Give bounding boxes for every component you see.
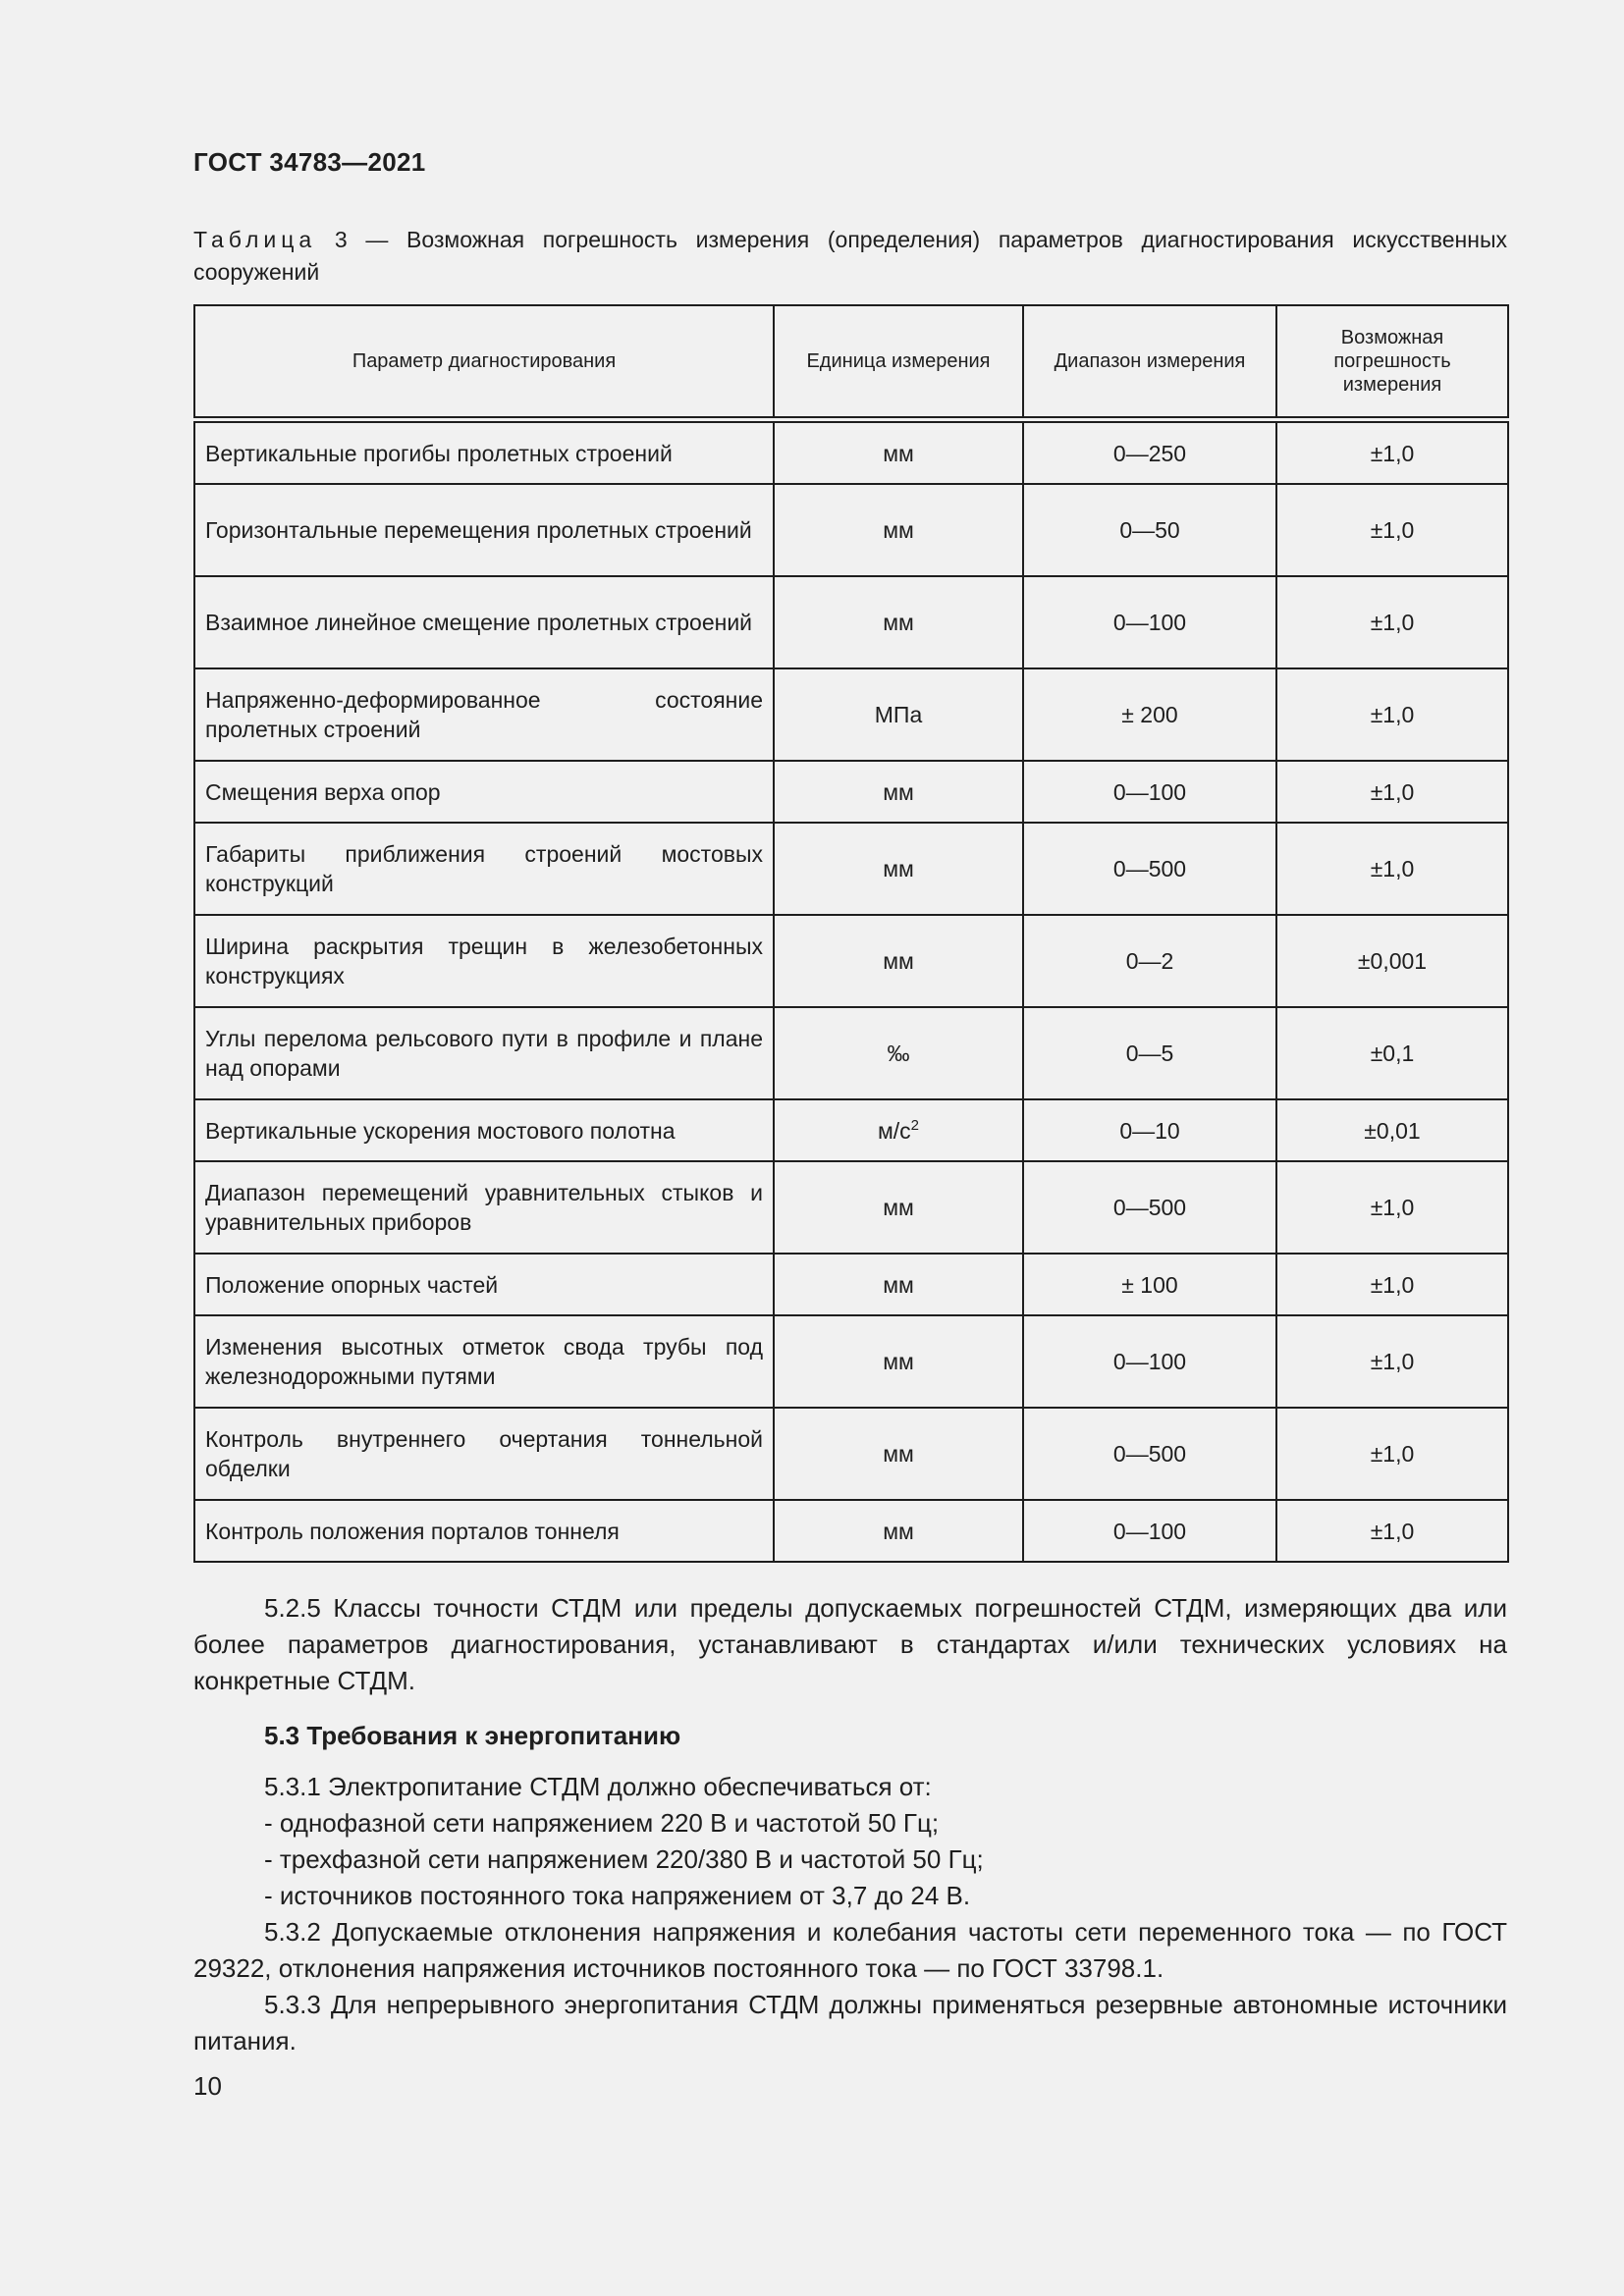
- cell-range: 0—5: [1023, 1007, 1276, 1099]
- cell-param: Контроль положения порталов тоннеля: [194, 1500, 774, 1562]
- cell-range: 0—100: [1023, 1500, 1276, 1562]
- diagnostic-parameters-table: [193, 304, 1509, 1563]
- table-row: [194, 1161, 1508, 1254]
- cell-unit: мм: [774, 915, 1023, 1007]
- table-row: [194, 761, 1508, 823]
- cell-unit: мм: [774, 1254, 1023, 1315]
- page-number: 10: [193, 2071, 222, 2101]
- cell-param: Контроль внутреннего очертания тоннельной обделки: [194, 1408, 774, 1500]
- header-unit: Единица измерения: [774, 305, 1023, 420]
- cell-range: 0—50: [1023, 484, 1276, 576]
- table-row: [194, 1408, 1508, 1500]
- cell-error: ±1,0: [1276, 420, 1508, 485]
- cell-error: ±1,0: [1276, 823, 1508, 915]
- cell-unit: мм: [774, 823, 1023, 915]
- paragraph-5-3-1: 5.3.1 Электропитание СТДМ должно обеспечиваться от:: [264, 1772, 932, 1801]
- cell-param: Ширина раскрытия трещин в железобетонных конструкциях: [194, 915, 774, 1007]
- cell-param: Вертикальные ускорения мостового полотна: [194, 1099, 774, 1161]
- cell-error: ±1,0: [1276, 1500, 1508, 1562]
- cell-unit: мм: [774, 1161, 1023, 1254]
- cell-error: ±1,0: [1276, 1161, 1508, 1254]
- cell-param: Положение опорных частей: [194, 1254, 774, 1315]
- cell-range: ± 200: [1023, 668, 1276, 761]
- header-error: Возможная погрешность измерения: [1276, 305, 1508, 420]
- table-row: [194, 1099, 1508, 1161]
- cell-range: 0—10: [1023, 1099, 1276, 1161]
- header-range: Диапазон измерения: [1023, 305, 1276, 420]
- cell-range: 0—250: [1023, 420, 1276, 485]
- document-header: ГОСТ 34783—2021: [193, 147, 426, 177]
- cell-range: 0—500: [1023, 1408, 1276, 1500]
- cell-range: 0—100: [1023, 1315, 1276, 1408]
- list-item: - однофазной сети напряжением 220 В и частотой 50 Гц;: [264, 1808, 940, 1838]
- cell-param: Взаимное линейное смещение пролетных строений: [194, 576, 774, 668]
- cell-unit: мм: [774, 484, 1023, 576]
- cell-error: ±0,001: [1276, 915, 1508, 1007]
- table-row: [194, 1254, 1508, 1315]
- table-row: [194, 823, 1508, 915]
- cell-error: ±0,1: [1276, 1007, 1508, 1099]
- cell-range: 0—2: [1023, 915, 1276, 1007]
- cell-error: ±1,0: [1276, 576, 1508, 668]
- cell-range: 0—500: [1023, 823, 1276, 915]
- cell-error: ±1,0: [1276, 761, 1508, 823]
- cell-unit: ‰: [774, 1007, 1023, 1099]
- table-row: [194, 1500, 1508, 1562]
- cell-unit: мм: [774, 1500, 1023, 1562]
- cell-unit: [774, 1099, 1023, 1161]
- header-parameter: Параметр диагностирования: [194, 305, 774, 420]
- cell-param: Напряженно-деформированное состояние пролетных строений: [194, 668, 774, 761]
- cell-range: 0—100: [1023, 761, 1276, 823]
- table-row: [194, 1315, 1508, 1408]
- paragraph-5-3-3: 5.3.3 Для непрерывного энергопитания СТДМ должны применяться резервные автономные источники питания.: [193, 1990, 1507, 2056]
- paragraph-5-3-2: 5.3.2 Допускаемые отклонения напряжения и колебания частоты сети переменного тока — по ГОСТ 29322, отклонения напряжения источников постоянного тока — по ГОСТ 33798.1.: [193, 1917, 1507, 1983]
- table-row: [194, 576, 1508, 668]
- cell-unit: мм: [774, 576, 1023, 668]
- paragraph-5-2-5: 5.2.5 Классы точности СТДМ или пределы допускаемых погрешностей СТДМ, измеряющих два или более параметров диагностирования, устанавливают в стандартах и/или технических условиях на конкретные СТДМ.: [193, 1593, 1507, 1695]
- cell-param: Смещения верха опор: [194, 761, 774, 823]
- body-text: [193, 1590, 1507, 2059]
- cell-range: 0—100: [1023, 576, 1276, 668]
- cell-range: 0—500: [1023, 1161, 1276, 1254]
- unit-base: м/с: [877, 1117, 911, 1144]
- cell-error: ±0,01: [1276, 1099, 1508, 1161]
- unit-exponent: 2: [910, 1116, 920, 1134]
- cell-error: ±1,0: [1276, 1254, 1508, 1315]
- cell-unit: мм: [774, 420, 1023, 485]
- cell-param: Горизонтальные перемещения пролетных строений: [194, 484, 774, 576]
- cell-error: ±1,0: [1276, 668, 1508, 761]
- table-row: [194, 420, 1508, 485]
- table-row: [194, 668, 1508, 761]
- cell-param: Углы перелома рельсового пути в профиле и плане над опорами: [194, 1007, 774, 1099]
- list-item: - источников постоянного тока напряжением от 3,7 до 24 В.: [264, 1881, 971, 1910]
- cell-param: Изменения высотных отметок свода трубы под железнодорожными путями: [194, 1315, 774, 1408]
- cell-error: ±1,0: [1276, 1408, 1508, 1500]
- table-row: [194, 484, 1508, 576]
- cell-param: Диапазон перемещений уравнительных стыков и уравнительных приборов: [194, 1161, 774, 1254]
- cell-range: ± 100: [1023, 1254, 1276, 1315]
- table-row: [194, 915, 1508, 1007]
- cell-error: ±1,0: [1276, 484, 1508, 576]
- cell-unit: мм: [774, 1315, 1023, 1408]
- section-heading-5-3: 5.3 Требования к энергопитанию: [264, 1721, 681, 1750]
- table-caption: [193, 224, 1507, 289]
- cell-unit: мм: [774, 1408, 1023, 1500]
- cell-unit: МПа: [774, 668, 1023, 761]
- cell-param: Габариты приближения строений мостовых конструкций: [194, 823, 774, 915]
- list-item: - трехфазной сети напряжением 220/380 В и частотой 50 Гц;: [264, 1844, 984, 1874]
- cell-error: ±1,0: [1276, 1315, 1508, 1408]
- table-caption-text: 3 — Возможная погрешность измерения (определения) параметров диагностирования искусственных сооружений: [193, 227, 1507, 285]
- cell-param: Вертикальные прогибы пролетных строений: [194, 420, 774, 485]
- cell-unit: мм: [774, 761, 1023, 823]
- table-caption-label: Таблица: [193, 227, 317, 252]
- table-header-row: [194, 305, 1508, 420]
- table-row: [194, 1007, 1508, 1099]
